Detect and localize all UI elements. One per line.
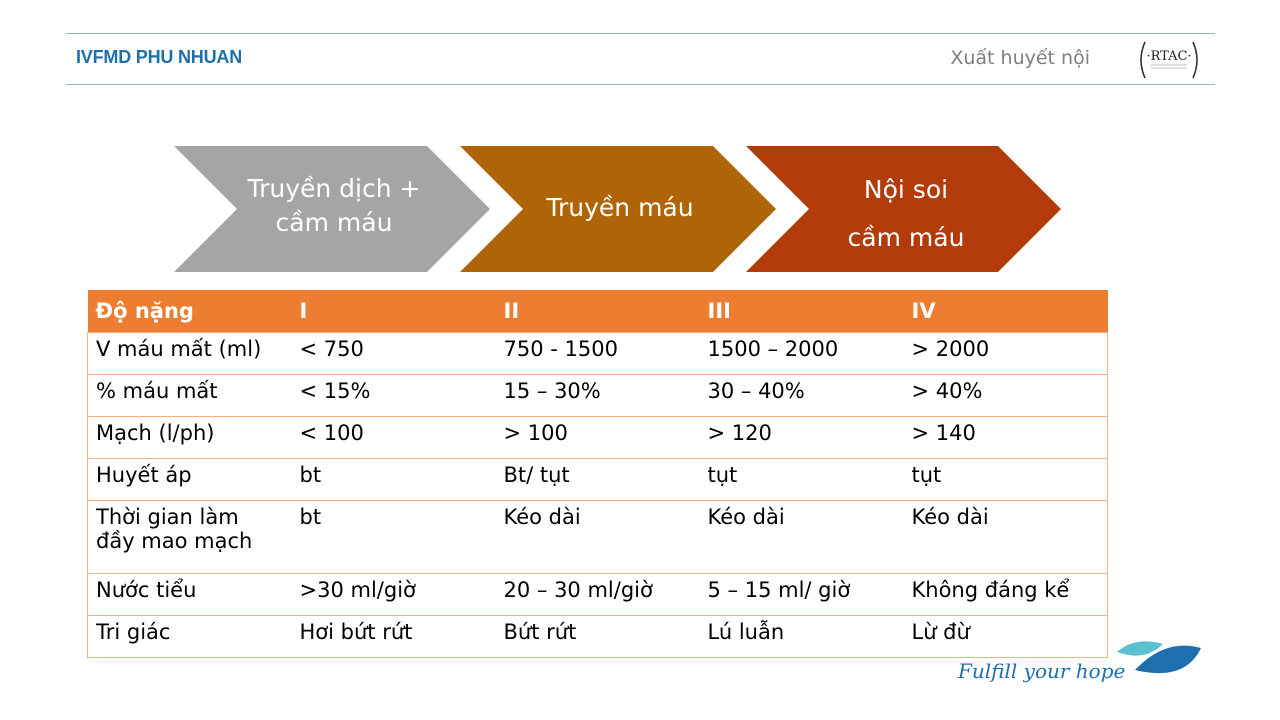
table-cell: Bứt rứt [496,616,700,658]
table-cell: < 750 [292,333,496,375]
table-cell: Hơi bứt rứt [292,616,496,658]
step-2-line-1: Truyền máu [546,193,694,222]
footer-tagline: Fulfill your hope [958,659,1126,683]
step-3-line-2: cầm máu [847,223,965,252]
table-cell: Kéo dài [496,501,700,574]
table-row [88,333,1108,375]
step-3-label [800,166,1012,262]
step-1-line-1: Truyền dịch + [247,174,421,203]
table-cell: tụt [700,459,904,501]
table-cell: < 15% [292,375,496,417]
table-row [88,501,1108,574]
table-cell: 5 – 15 ml/ giờ [700,574,904,616]
table-cell: bt [292,459,496,501]
table-cell: > 40% [904,375,1108,417]
table-row [88,375,1108,417]
table-cell: Lú luẫn [700,616,904,658]
table-cell: bt [292,501,496,574]
table-cell: > 120 [700,417,904,459]
step-2-label [510,191,730,225]
row-label: % máu mất [88,375,292,417]
table-cell: > 140 [904,417,1108,459]
table-cell: 1500 – 2000 [700,333,904,375]
row-label: Tri giác [88,616,292,658]
row-label: V máu mất (ml) [88,333,292,375]
table-row [88,417,1108,459]
table-cell: 750 - 1500 [496,333,700,375]
table-cell: tụt [904,459,1108,501]
table-row [88,459,1108,501]
svg-text:·RTAC·: ·RTAC· [1146,49,1192,64]
table-cell: > 100 [496,417,700,459]
header-cell-grade-1: I [292,290,496,333]
step-1-label [222,172,446,240]
table-cell: Kéo dài [904,501,1108,574]
leaf-logo-icon [1115,632,1205,682]
step-3-line-1: Nội soi [863,175,949,204]
row-label: Thời gian làm đầy mao mạch [88,501,292,574]
table-cell: Lừ đừ [904,616,1108,658]
row-label: Mạch (l/ph) [88,417,292,459]
table-cell: 20 – 30 ml/giờ [496,574,700,616]
table-cell: 30 – 40% [700,375,904,417]
header-cell-grade-2: II [496,290,700,333]
table-row [88,616,1108,658]
header-cell-severity: Độ nặng [88,290,292,333]
table-cell: >30 ml/giờ [292,574,496,616]
table-cell: Kéo dài [700,501,904,574]
brand-name: IVFMD PHU NHUAN [76,47,242,67]
table-cell: 15 – 30% [496,375,700,417]
severity-table [87,290,1108,658]
table-cell: Bt/ tụt [496,459,700,501]
step-1-line-2: cầm máu [275,208,393,237]
row-label: Huyết áp [88,459,292,501]
table-cell: < 100 [292,417,496,459]
slide-topic: Xuất huyết nội [950,47,1090,69]
header-cell-grade-3: III [700,290,904,333]
header-cell-grade-4: IV [904,290,1108,333]
table-header-row [88,290,1108,333]
table-cell: Không đáng kể [904,574,1108,616]
table-cell: > 2000 [904,333,1108,375]
table-row [88,574,1108,616]
row-label: Nước tiểu [88,574,292,616]
